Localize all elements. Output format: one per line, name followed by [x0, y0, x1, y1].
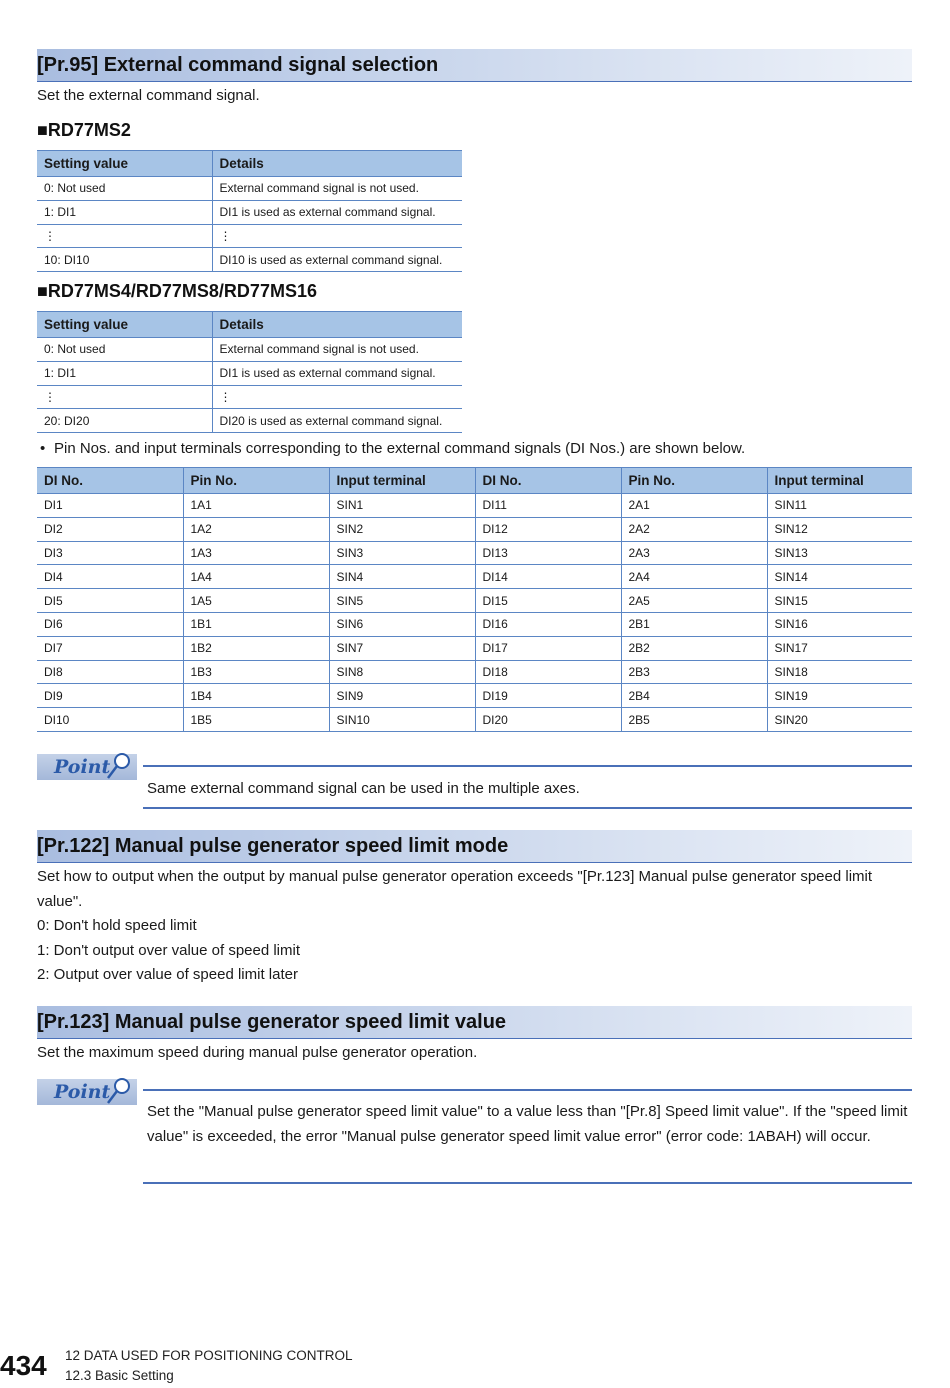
table-row — [37, 660, 912, 684]
table-cell: 20: DI20 — [37, 409, 212, 433]
table-row — [37, 589, 912, 613]
magnifier-icon — [105, 751, 133, 781]
setting-table-rd77ms4-8-16 — [37, 311, 462, 433]
table-cell: 1B3 — [183, 660, 329, 684]
footer-chapter: 12 DATA USED FOR POSITIONING CONTROL — [65, 1348, 353, 1363]
section-header-pr95 — [37, 49, 912, 82]
table-cell: 2A2 — [621, 517, 767, 541]
table-cell: DI3 — [37, 541, 183, 565]
table-cell: DI1 — [37, 494, 183, 518]
section-header-pr122 — [37, 830, 912, 863]
point-box — [143, 765, 912, 809]
setting-table-rd77ms2 — [37, 150, 462, 272]
table-cell: SIN9 — [329, 684, 475, 708]
table-cell: ⋮ — [37, 385, 212, 409]
table-cell: DI12 — [475, 517, 621, 541]
table-cell: 2B3 — [621, 660, 767, 684]
table-cell: ⋮ — [212, 385, 462, 409]
pin-terminal-table — [37, 467, 912, 732]
table-cell: 2B4 — [621, 684, 767, 708]
table-row — [37, 494, 912, 518]
table-cell: DI16 — [475, 612, 621, 636]
table-cell: 1B5 — [183, 708, 329, 732]
table-cell: 1B4 — [183, 684, 329, 708]
table-cell: 2A5 — [621, 589, 767, 613]
table-cell: SIN16 — [767, 612, 912, 636]
table-cell: 1A1 — [183, 494, 329, 518]
subheading-rd77ms2: ■RD77MS2 — [37, 120, 131, 140]
section-title: [Pr.123] Manual pulse generator speed limit value — [37, 1011, 507, 1033]
section-title: [Pr.122] Manual pulse generator speed limit mode — [37, 835, 509, 857]
column-header: Input terminal — [767, 468, 912, 494]
table-cell: DI2 — [37, 517, 183, 541]
table-cell: SIN18 — [767, 660, 912, 684]
table-cell: DI6 — [37, 612, 183, 636]
point-label: Point — [54, 1081, 111, 1103]
table-cell: DI7 — [37, 636, 183, 660]
column-header: DI No. — [475, 468, 621, 494]
table-cell: DI20 — [475, 708, 621, 732]
bullet-dot: • — [40, 440, 46, 457]
table-cell: 2B2 — [621, 636, 767, 660]
table-cell: 0: Not used — [37, 177, 212, 201]
table-cell: 1: DI1 — [37, 361, 212, 385]
table-cell: DI5 — [37, 589, 183, 613]
point-label: Point — [54, 756, 111, 778]
table-cell: ⋮ — [37, 224, 212, 248]
table-cell: DI20 is used as external command signal. — [212, 409, 462, 433]
point-text: Set the "Manual pulse generator speed limit value" to a value less than "[Pr.8] Speed limit value". If the "speed limit value" is exceeded, the error "Manual pulse generator speed limit value error" (error code: 1ABAH) will occur. — [147, 1103, 908, 1145]
column-header: Details — [212, 151, 462, 177]
table-cell: DI13 — [475, 541, 621, 565]
table-cell: SIN13 — [767, 541, 912, 565]
table-row — [37, 708, 912, 732]
footer-section: 12.3 Basic Setting — [65, 1368, 174, 1383]
table-cell: 2A3 — [621, 541, 767, 565]
table-cell: DI9 — [37, 684, 183, 708]
table-cell: DI15 — [475, 589, 621, 613]
table-cell: External command signal is not used. — [212, 177, 462, 201]
table-cell: SIN7 — [329, 636, 475, 660]
table-cell: 1A2 — [183, 517, 329, 541]
bullet-text: Pin Nos. and input terminals corresponding to the external command signals (DI Nos.) are shown below. — [54, 440, 746, 457]
table-cell: ⋮ — [212, 224, 462, 248]
section-description: Set the maximum speed during manual pulse generator operation. — [37, 1044, 478, 1061]
table-cell: 2B5 — [621, 708, 767, 732]
table-cell: 1: DI1 — [37, 200, 212, 224]
table-cell: DI17 — [475, 636, 621, 660]
table-row — [37, 248, 462, 272]
option-2: 2: Output over value of speed limit later — [37, 966, 298, 983]
table-cell: SIN12 — [767, 517, 912, 541]
table-cell: SIN20 — [767, 708, 912, 732]
subheading-rd77ms4-8-16: ■RD77MS4/RD77MS8/RD77MS16 — [37, 281, 317, 301]
table-cell: DI10 is used as external command signal. — [212, 248, 462, 272]
bullet-note — [40, 440, 745, 457]
table-cell: SIN15 — [767, 589, 912, 613]
option-1: 1: Don't output over value of speed limit — [37, 942, 301, 959]
table-row — [37, 684, 912, 708]
table-cell: DI1 is used as external command signal. — [212, 361, 462, 385]
column-header: Setting value — [37, 151, 212, 177]
table-cell: 1B2 — [183, 636, 329, 660]
option-0: 0: Don't hold speed limit — [37, 917, 197, 934]
table-row — [37, 565, 912, 589]
table-cell: SIN6 — [329, 612, 475, 636]
table-cell: SIN3 — [329, 541, 475, 565]
page-number: 434 — [0, 1350, 47, 1381]
column-header: DI No. — [37, 468, 183, 494]
table-cell: External command signal is not used. — [212, 338, 462, 362]
table-cell: 1A5 — [183, 589, 329, 613]
section-title: [Pr.95] External command signal selection — [37, 54, 439, 76]
table-row — [37, 541, 912, 565]
table-cell: SIN14 — [767, 565, 912, 589]
table-row — [37, 338, 462, 362]
table-row — [37, 177, 462, 201]
table-cell: DI18 — [475, 660, 621, 684]
table-cell: 2B1 — [621, 612, 767, 636]
point-text: Same external command signal can be used in the multiple axes. — [147, 780, 580, 797]
point-box — [143, 1089, 912, 1184]
table-cell: DI19 — [475, 684, 621, 708]
table-cell: DI4 — [37, 565, 183, 589]
section-description: Set how to output when the output by manual pulse generator operation exceeds "[Pr.123] Manual pulse generator speed limit value". — [37, 868, 873, 910]
table-cell: DI1 is used as external command signal. — [212, 200, 462, 224]
table-cell: SIN17 — [767, 636, 912, 660]
table-cell: SIN19 — [767, 684, 912, 708]
column-header: Pin No. — [183, 468, 329, 494]
table-cell: 2A1 — [621, 494, 767, 518]
table-row — [37, 517, 912, 541]
point-badge — [37, 1079, 137, 1105]
table-cell: 0: Not used — [37, 338, 212, 362]
column-header: Pin No. — [621, 468, 767, 494]
table-cell: 10: DI10 — [37, 248, 212, 272]
table-cell: SIN10 — [329, 708, 475, 732]
column-header: Input terminal — [329, 468, 475, 494]
table-row — [37, 200, 462, 224]
table-row — [37, 636, 912, 660]
table-cell: 1A4 — [183, 565, 329, 589]
table-row — [37, 409, 462, 433]
table-row — [37, 224, 462, 248]
table-cell: DI8 — [37, 660, 183, 684]
section-description: Set the external command signal. — [37, 87, 260, 104]
table-cell: SIN4 — [329, 565, 475, 589]
table-cell: 2A4 — [621, 565, 767, 589]
table-cell: DI14 — [475, 565, 621, 589]
table-cell: SIN11 — [767, 494, 912, 518]
table-cell: SIN8 — [329, 660, 475, 684]
table-cell: DI11 — [475, 494, 621, 518]
section-header-pr123 — [37, 1006, 912, 1039]
column-header: Setting value — [37, 312, 212, 338]
table-row — [37, 612, 912, 636]
table-cell: 1B1 — [183, 612, 329, 636]
table-cell: 1A3 — [183, 541, 329, 565]
table-cell: DI10 — [37, 708, 183, 732]
table-cell: SIN1 — [329, 494, 475, 518]
table-cell: SIN5 — [329, 589, 475, 613]
column-header: Details — [212, 312, 462, 338]
table-row — [37, 361, 462, 385]
magnifier-icon — [105, 1076, 133, 1106]
table-row — [37, 385, 462, 409]
table-cell: SIN2 — [329, 517, 475, 541]
point-badge — [37, 754, 137, 780]
